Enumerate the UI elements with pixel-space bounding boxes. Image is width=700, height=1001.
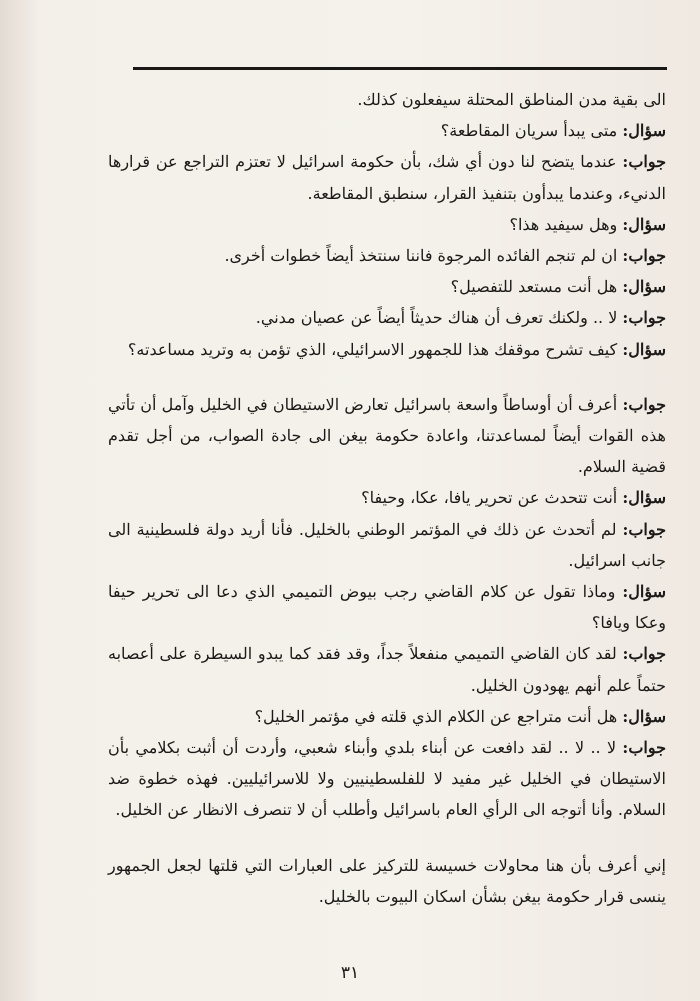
paragraph-final: إني أعرف بأن هنا محاولات خسيسة للتركيز على العبارات التي قلتها لجعل الجمهور ينسى قرار حكومة بيغن بشأن اسكان البيوت بالخليل. (108, 855, 666, 906)
page-number: ٣١ (340, 963, 360, 983)
interview-text (108, 84, 666, 912)
answer-4: جواب: أعرف أن أوساطاً واسعة باسرائيل تعارض الاستيطان في الخليل وآمل أن تأتي هذه القوات أيضاً لمساعدتنا، واعادة حكومة بيغن الى جادة الصواب، من أجل تقدم قضية السلام. (108, 394, 667, 477)
paragraph-1: الى بقية مدن المناطق المحتلة سيفعلون كذلك. (357, 90, 666, 109)
question-5: سؤال: أنت تتحدث عن تحرير يافا، عكا، وحيفا؟ (361, 488, 666, 508)
answer-7: جواب: لا .. لا .. لقد دافعت عن أبناء بلدي وأبناء شعبي، وأردت أن أثبت بكلامي بأن الاستيطان في الخليل غير مفيد لا للفلسطينيين ولا للاسرائيليين. فهذه خطوة ضد السلام. وأنا أتوجه الى الرأي العام باسرائيل وأطلب أن لا تنصرف الانظار عن الخليل. (108, 738, 666, 820)
header-rule (133, 67, 667, 70)
question-3: سؤال: هل أنت مستعد للتفصيل؟ (450, 277, 666, 297)
answer-6: جواب: لقد كان القاضي التميمي منفعلاً جداً، وقد فقد كما يبدو السيطرة على أعصابه حتماً علم أنهم يهودون الخليل. (108, 644, 667, 695)
answer-5: جواب: لم أتحدث عن ذلك في المؤتمر الوطني بالخليل. فأنا أريد دولة فلسطينية الى جانب اسرائيل. (108, 519, 667, 570)
question-4: سؤال: كيف تشرح موقفك هذا للجمهور الاسرائيلي، الذي تؤمن به وتريد مساعدته؟ (127, 339, 666, 359)
question-7: سؤال: هل أنت متراجع عن الكلام الذي قلته في مؤتمر الخليل؟ (254, 706, 666, 726)
question-6: سؤال: وماذا تقول عن كلام القاضي رجب بيوض التميمي الذي دعا الى تحرير حيفا وعكا ويافا؟ (108, 582, 666, 633)
answer-2: جواب: ان لم تنجم الفائده المرجوة فاننا سنتخذ أيضاً خطوات أخرى. (224, 246, 666, 266)
answer-3: جواب: لا .. ولكنك تعرف أن هناك حديثاً أيضاً عن عصيان مدني. (255, 308, 666, 328)
answer-1: جواب: عندما يتضح لنا دون أي شك، بأن حكومة اسرائيل لا تعتزم التراجع عن قرارها الدنيء، وعندما يبدأون بتنفيذ القرار، سنطبق المقاطعة. (108, 152, 666, 203)
question-1: سؤال: متى يبدأ سريان المقاطعة؟ (440, 121, 666, 141)
question-2: سؤال: وهل سيفيد هذا؟ (509, 214, 666, 234)
